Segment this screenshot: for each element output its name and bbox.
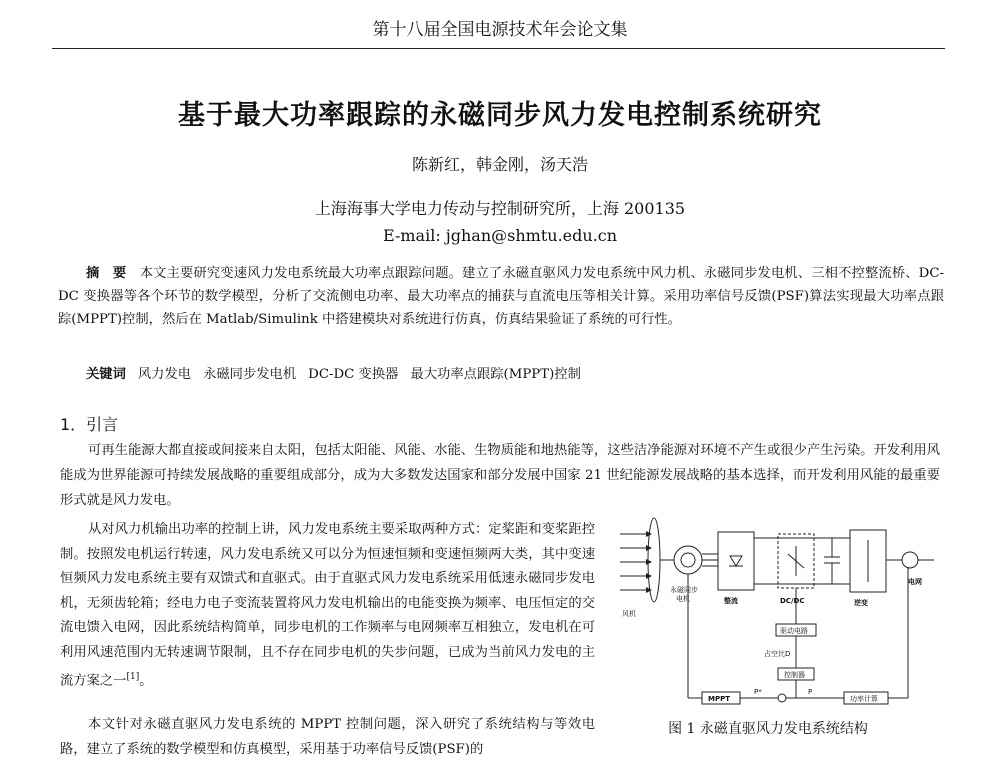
- paragraph-text: 从对风力机输出功率的控制上讲，风力发电系统主要采取两种方式：定桨距和变桨距控制。按照发电机运行转速，风力发电系统又可以分为恒速恒频和变速恒频两大类，其中变速恒频风力发电系统主要有双馈式和直驱式。由于直驱式风力发电系统采用低速永磁同步发电机，无须齿轮箱；经电力电子变流装置将风力发电机输出的电能变换为频率、电压恒定的交流电馈入电网，因此系统结构简单，同步电机的工作频率与电网频率互相独立，发电机在可利用风速范围内无转速调节限制，且不存在同步电机的失步问题，已成为当前风力发电的主流方案之一: [60, 522, 595, 689]
- paragraph: [60, 518, 595, 694]
- keyword: 风力发电: [137, 367, 192, 382]
- abstract-text: 本文主要研究变速风力发电系统最大功率点跟踪问题。建立了永磁直驱风力发电系统中风力机、永磁同步发电机、三相不控整流桥、DC-DC 变换器等各个环节的数学模型，分析了交流侧电功率、最大功率点的捕获与直流电压等相关计算。采用功率信号反馈(PSF)算法实现最大功率点跟踪(MPPT)控制，然后在 Matlab/Simulink 中搭建模块对系统进行仿真，仿真结果验证了系统的可行性。: [58, 266, 945, 327]
- paper-email: E-mail: jghan@shmtu.edu.cn: [382, 226, 618, 245]
- figure-caption: 图 1 永磁直驱风力发电系统结构: [668, 721, 868, 737]
- rectifier-block: [718, 532, 754, 590]
- label-inverter: 逆变: [854, 599, 868, 607]
- keyword: DC-DC 变换器: [308, 367, 399, 382]
- wind-arrows: [620, 531, 652, 593]
- label-grid: 电网: [908, 578, 922, 586]
- paper-title: 基于最大功率跟踪的永磁同步风力发电控制系统研究: [178, 100, 822, 131]
- label-duty: 占空比D: [764, 650, 791, 658]
- label-mppt: MPPT: [708, 695, 731, 703]
- keywords-label: 关键词: [86, 367, 126, 382]
- citation: [1]: [126, 672, 140, 682]
- abstract: [58, 262, 944, 331]
- summing-junction: [778, 694, 786, 702]
- system-diagram-svg: [618, 512, 938, 712]
- header-rule: [52, 48, 945, 49]
- label-drive: 驱动电路: [780, 627, 808, 635]
- keyword: 最大功率点跟踪(MPPT)控制: [410, 367, 581, 382]
- paper-authors: 陈新红，韩金刚，汤天浩: [411, 155, 588, 174]
- abstract-label: 摘 要: [86, 266, 127, 281]
- label-wind: 风机: [622, 610, 636, 618]
- paragraph: 本文针对永磁直驱风力发电系统的 MPPT 控制问题，深入研究了系统结构与等效电路，建立了系统的数学模型和仿真模型，采用基于功率信号反馈(PSF)的: [60, 717, 595, 757]
- label-rectifier: 整流: [724, 597, 738, 605]
- label-controller: 控制器: [784, 671, 805, 679]
- label-pmsg-2: 电机: [676, 595, 690, 603]
- paragraph: 可再生能源大都直接或间接来自太阳，包括太阳能、风能、水能、生物质能和地热能等，这些洁净能源对环境不产生或很少产生污染。开发利用风能成为世界能源可持续发展战略的重要组成部分，成为大多数发达国家和部分发展中国家 21 世纪能源发展战略的基本选择，而开发利用风能的最重要形式就是风力发电。: [60, 443, 940, 508]
- pmsg-symbol: [674, 546, 702, 574]
- turbine-blade: [648, 518, 660, 602]
- figure-system-diagram: [618, 512, 938, 712]
- label-power-calc: 功率计算: [850, 695, 878, 703]
- label-dcdc: DC/DC: [780, 597, 805, 605]
- paragraph-end: 。: [139, 673, 153, 689]
- label-p: P: [808, 688, 813, 696]
- keyword: 永磁同步发电机: [203, 367, 297, 382]
- keywords: [86, 363, 581, 382]
- section-heading: 1．引言: [60, 415, 119, 434]
- label-pmsg: 永磁同步: [670, 586, 698, 594]
- label-pref: P*: [754, 688, 762, 696]
- grid-symbol: [902, 552, 918, 568]
- paper-affiliation: 上海海事大学电力传动与控制研究所，上海 200135: [314, 199, 686, 218]
- running-header: 第十八届全国电源技术年会论文集: [372, 20, 628, 40]
